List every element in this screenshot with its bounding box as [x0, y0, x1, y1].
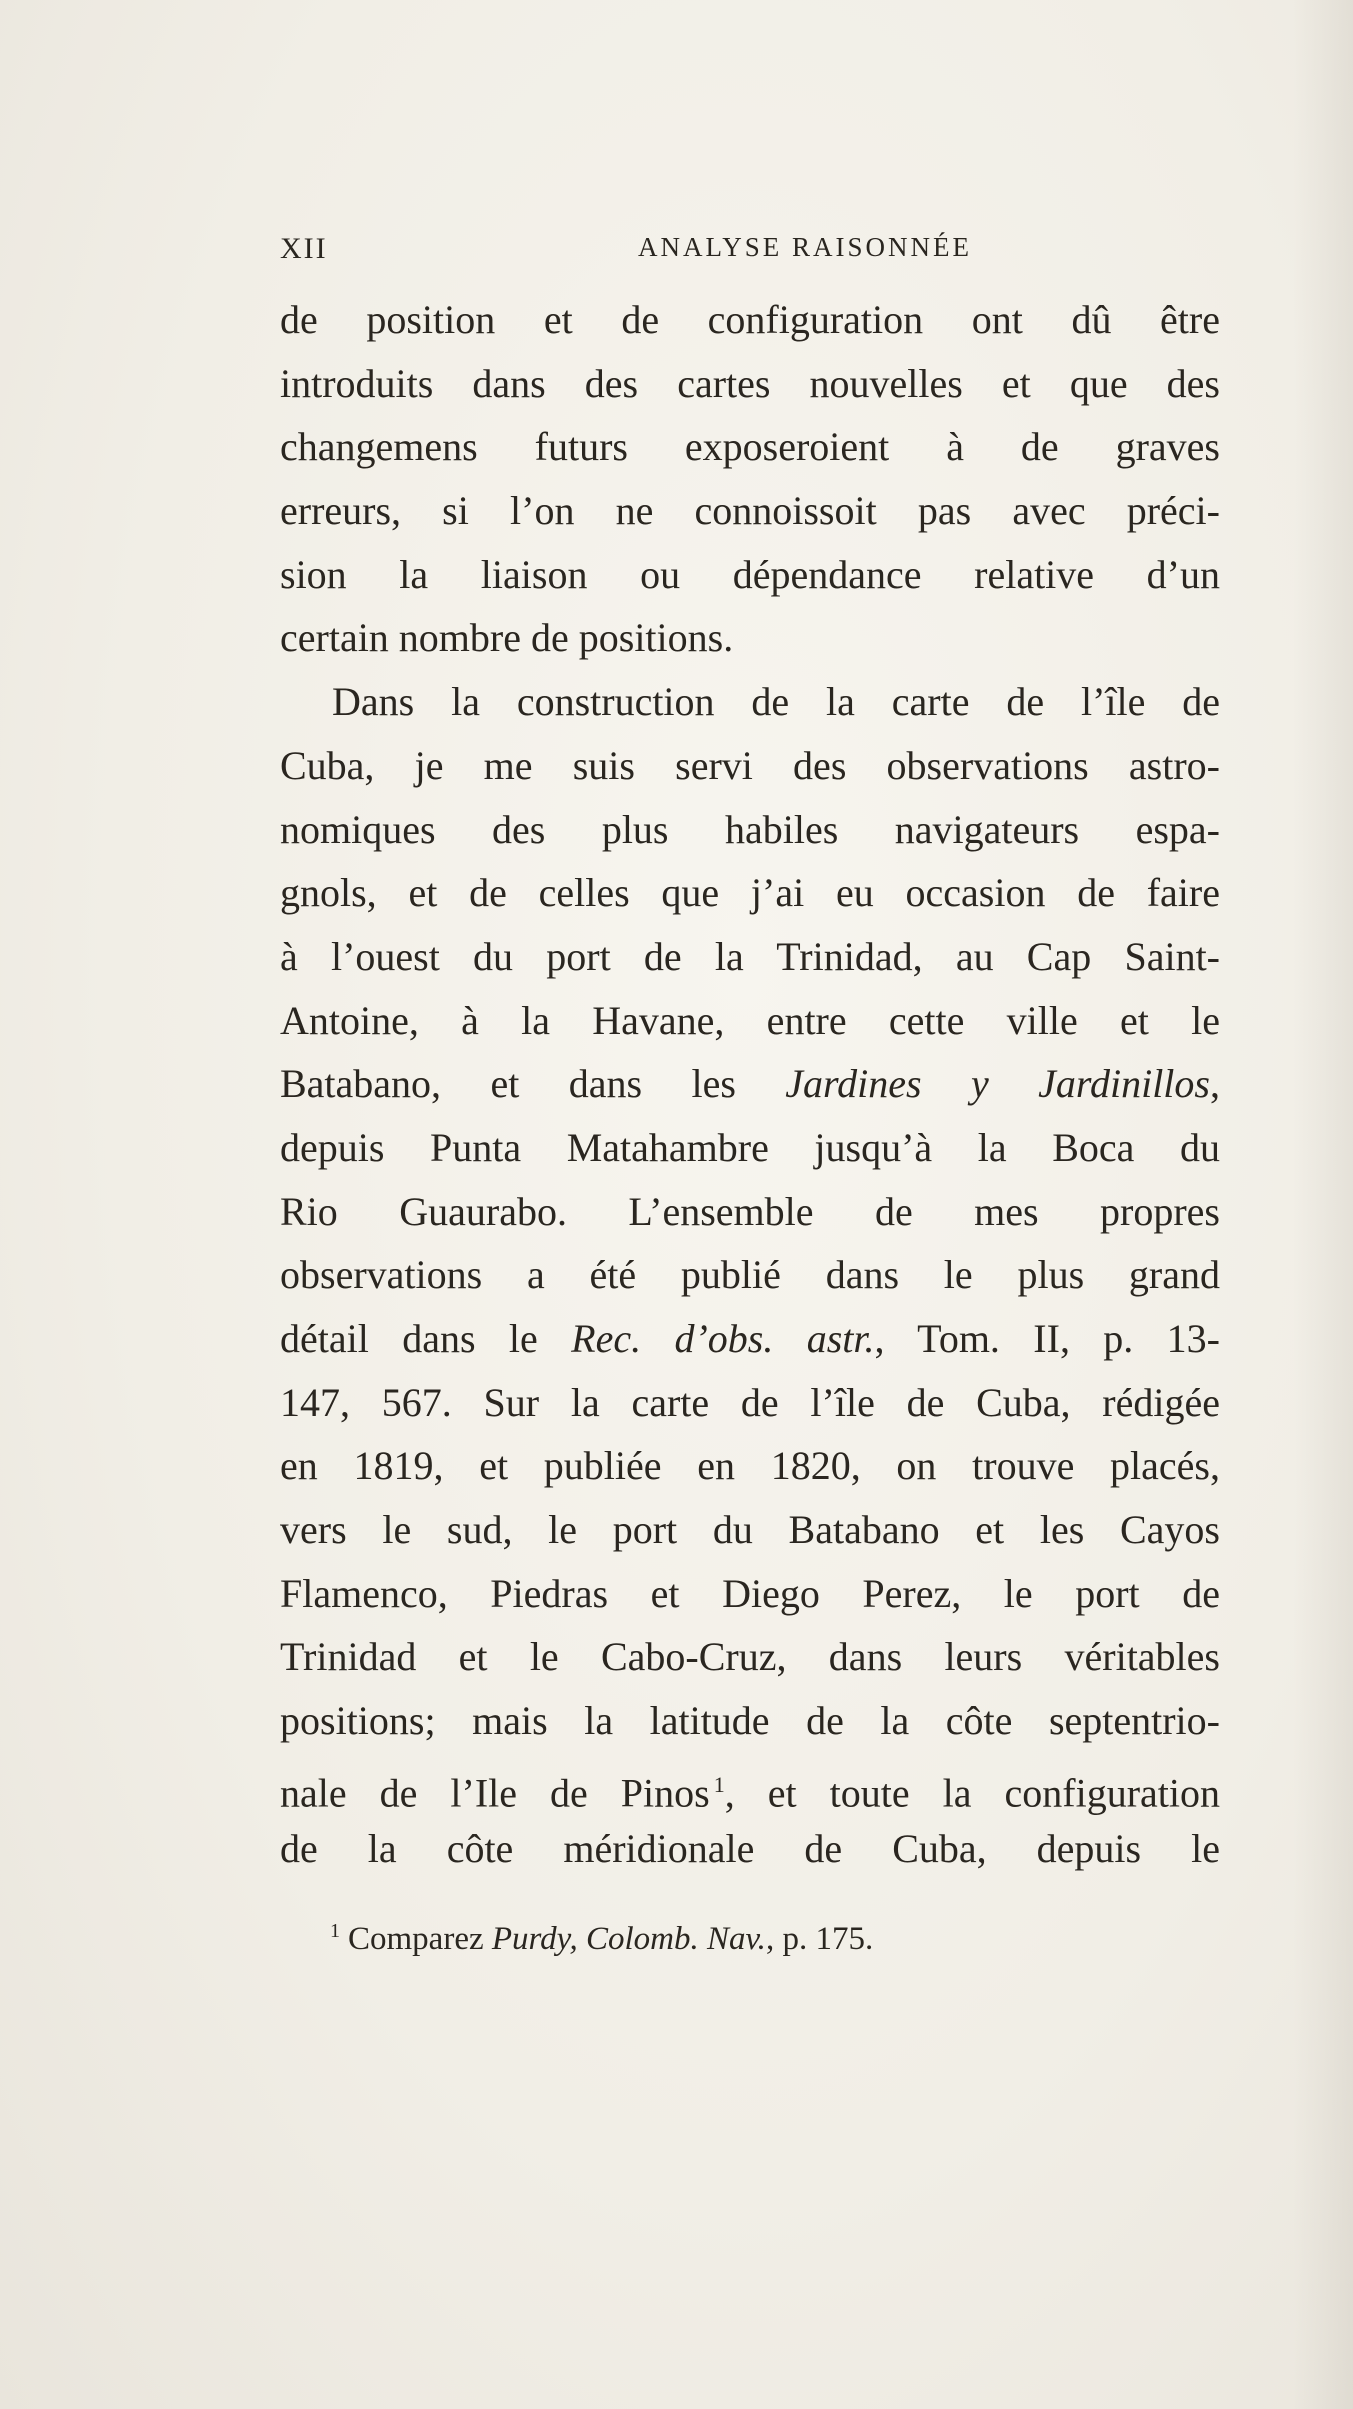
text-line: 147, 567. Sur la carte de l’île de Cuba, rédigée	[280, 1379, 1220, 1425]
text-line: nomiques des plus habiles navigateurs espa-	[280, 806, 1220, 852]
text-line: Flamenco, Piedras et Diego Perez, le port de	[280, 1570, 1220, 1616]
text-line: en 1819, et publiée en 1820, on trouve placés,	[280, 1443, 1220, 1489]
body-text	[280, 288, 1220, 1880]
page-header	[280, 232, 1220, 272]
page-number: XII	[280, 232, 328, 265]
text-line: introduits dans des cartes nouvelles et que des	[280, 360, 1220, 406]
text-line: de la côte méridionale de Cuba, depuis le	[280, 1825, 1220, 1871]
text-line: Antoine, à la Havane, entre cette ville et le	[280, 997, 1220, 1043]
text-segment: , Tom. II, p. 13-	[874, 1316, 1220, 1361]
text-line: certain nombre de positions.	[280, 615, 734, 661]
footnote-prefix: Comparez	[348, 1921, 492, 1957]
text-line: observations a été publié dans le plus grand	[280, 1252, 1220, 1298]
text-segment: , et toute la configuration	[724, 1770, 1220, 1816]
footnote-marker: 1	[330, 1920, 340, 1942]
text-line: erreurs, si l’on ne connoissoit pas avec préci-	[280, 488, 1220, 534]
text-segment: Batabano, et dans les	[280, 1061, 786, 1107]
text-segment: ,	[1209, 1061, 1220, 1107]
page-edge-shadow	[1293, 0, 1353, 2409]
text-line: changemens futurs exposeroient à de graves	[280, 424, 1220, 470]
text-line: sion la liaison ou dépendance relative d’un	[280, 551, 1220, 597]
text-segment: nale de l’Ile de Pinos	[280, 1770, 710, 1816]
text-segment: détail dans le	[280, 1316, 572, 1361]
italic-place-name: Jardines y Jardinillos	[785, 1061, 1210, 1107]
text-line: gnols, et de celles que j’ai eu occasion de faire	[280, 870, 1220, 916]
footnote-suffix: , p. 175.	[765, 1921, 874, 1957]
text-line: positions; mais la latitude de la côte septentrio-	[280, 1698, 1220, 1744]
text-line	[280, 1307, 1220, 1371]
text-line: Cuba, je me suis servi des observations astro-	[280, 742, 1220, 788]
text-line	[280, 1753, 1220, 1817]
footnote-citation: Purdy, Colomb. Nav.	[491, 1921, 766, 1957]
text-line	[280, 1052, 1220, 1116]
footnote	[330, 1920, 1130, 1958]
text-line: à l’ouest du port de la Trinidad, au Cap Saint-	[280, 933, 1220, 979]
text-line: Rio Guaurabo. L’ensemble de mes propres	[280, 1188, 1220, 1234]
text-line: Trinidad et le Cabo-Cruz, dans leurs véritables	[280, 1634, 1220, 1680]
text-line: de position et de configuration ont dû être	[280, 297, 1220, 342]
italic-citation: Rec. d’obs. astr.	[571, 1316, 875, 1361]
text-line: depuis Punta Matahambre jusqu’à la Boca du	[280, 1124, 1220, 1170]
text-line: vers le sud, le port du Batabano et les Cayos	[280, 1507, 1220, 1553]
footnote-ref: 1	[713, 1771, 725, 1797]
text-line: Dans la construction de la carte de l’île de	[332, 679, 1220, 725]
running-title: ANALYSE RAISONNÉE	[637, 232, 973, 262]
